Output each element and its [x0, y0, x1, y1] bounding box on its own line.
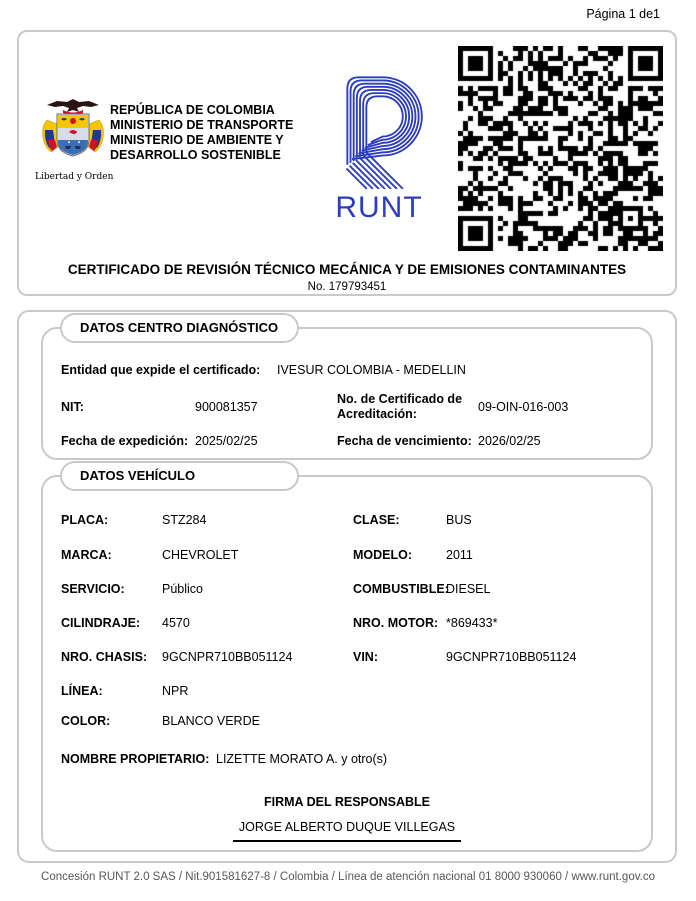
field-label: COMBUSTIBLE:: [353, 582, 449, 596]
field-label: Entidad que expide el certificado:: [61, 363, 261, 377]
qr-code: [458, 46, 663, 251]
content-box: [17, 310, 677, 863]
ministry-line: MINISTERIO DE AMBIENTE Y: [110, 133, 284, 147]
row-nit-acreditacion: [61, 391, 651, 423]
field-value: CHEVROLET: [162, 548, 239, 562]
field-value: 2025/02/25: [195, 434, 258, 448]
field-value: 2011: [446, 548, 473, 562]
field-label: MODELO:: [353, 548, 413, 562]
field-value: LIZETTE MORATO A. y otro(s): [216, 752, 388, 766]
footer-text: Concesión RUNT 2.0 SAS / Nit.901581627-8 / Colombia / Línea de atención nacional 01 8000 930060 / www.runt.gov.co: [41, 871, 655, 883]
section-tab-vehiculo: DATOS VEHÍCULO: [60, 461, 299, 491]
section-tab-centro: DATOS CENTRO DIAGNÓSTICO: [60, 313, 299, 343]
signature-name: JORGE ALBERTO DUQUE VILLEGAS: [233, 820, 461, 842]
ministry-line: DESARROLLO SOSTENIBLE: [110, 148, 281, 162]
field-value: Público: [162, 582, 203, 596]
field-label: NRO. MOTOR:: [353, 616, 439, 630]
qr-code-icon: [458, 46, 663, 251]
field-label: CLASE:: [353, 513, 400, 527]
coat-of-arms-icon: [39, 96, 107, 170]
certificate-number: No. 179793451: [307, 281, 387, 293]
ministry-line: MINISTERIO DE TRANSPORTE: [110, 118, 294, 132]
row-fechas: [61, 434, 651, 449]
section-datos-vehiculo: [41, 468, 653, 852]
field-value: *869433*: [446, 616, 498, 630]
page-number: Página 1 de1: [586, 7, 660, 21]
field-value: BUS: [446, 513, 472, 527]
vehicle-field-row: [61, 513, 651, 528]
field-label: SERVICIO:: [61, 582, 125, 596]
field-label: [353, 684, 446, 699]
row-entidad: [61, 363, 651, 378]
runt-logo-icon: [323, 68, 435, 189]
signature-title: FIRMA DEL RESPONSABLE: [264, 795, 430, 809]
field-value: 9GCNPR710BB051124: [446, 650, 577, 664]
certificate-title-block: [19, 262, 675, 293]
field-value: STZ284: [162, 513, 207, 527]
field-value: 2026/02/25: [478, 434, 541, 448]
ministry-heading: [110, 103, 293, 163]
arms-motto: Libertad y Orden: [35, 172, 114, 182]
header-box: [17, 30, 677, 296]
runt-logo: [320, 68, 438, 225]
field-label: No. de Certificado de Acreditación:: [337, 392, 463, 421]
field-label: MARCA:: [61, 548, 112, 562]
field-label: [353, 714, 446, 729]
ministry-line: REPÚBLICA DE COLOMBIA: [110, 103, 275, 117]
field-label: Fecha de vencimiento:: [337, 434, 472, 448]
vehicle-field-row: [61, 582, 651, 597]
field-value: 9GCNPR710BB051124: [162, 650, 293, 664]
vehicle-field-row: [61, 548, 651, 563]
vehicle-field-row: [61, 684, 651, 699]
runt-wordmark: RUNT: [335, 191, 423, 224]
section-datos-centro-diagnostico: [41, 320, 653, 460]
field-value: 09-OIN-016-003: [478, 399, 569, 414]
field-value: DIESEL: [446, 582, 491, 596]
field-label: NIT:: [61, 399, 84, 414]
colombia-coat-of-arms: [35, 96, 114, 182]
field-label: CILINDRAJE:: [61, 616, 141, 630]
field-label: NRO. CHASIS:: [61, 650, 148, 664]
certificate-title: CERTIFICADO DE REVISIÓN TÉCNICO MECÁNICA Y DE EMISIONES CONTAMINANTES: [67, 262, 627, 277]
field-value: NPR: [162, 684, 189, 698]
vehicle-fields: [43, 513, 651, 729]
field-value: BLANCO VERDE: [162, 714, 260, 728]
field-label: VIN:: [353, 650, 378, 664]
field-value: 900081357: [195, 399, 258, 414]
vehicle-field-row: [61, 616, 651, 631]
vehicle-field-row: [61, 714, 651, 729]
field-value: IVESUR COLOMBIA - MEDELLIN: [277, 363, 466, 377]
signature-block: [43, 795, 651, 842]
field-value: 4570: [162, 616, 190, 630]
row-propietario: [61, 752, 651, 767]
field-label: PLACA:: [61, 513, 109, 527]
vehicle-field-row: [61, 650, 651, 665]
field-label: LÍNEA:: [61, 684, 103, 698]
field-label: COLOR:: [61, 714, 111, 728]
field-label: Fecha de expedición:: [61, 434, 189, 448]
field-label: NOMBRE PROPIETARIO:: [61, 752, 210, 766]
